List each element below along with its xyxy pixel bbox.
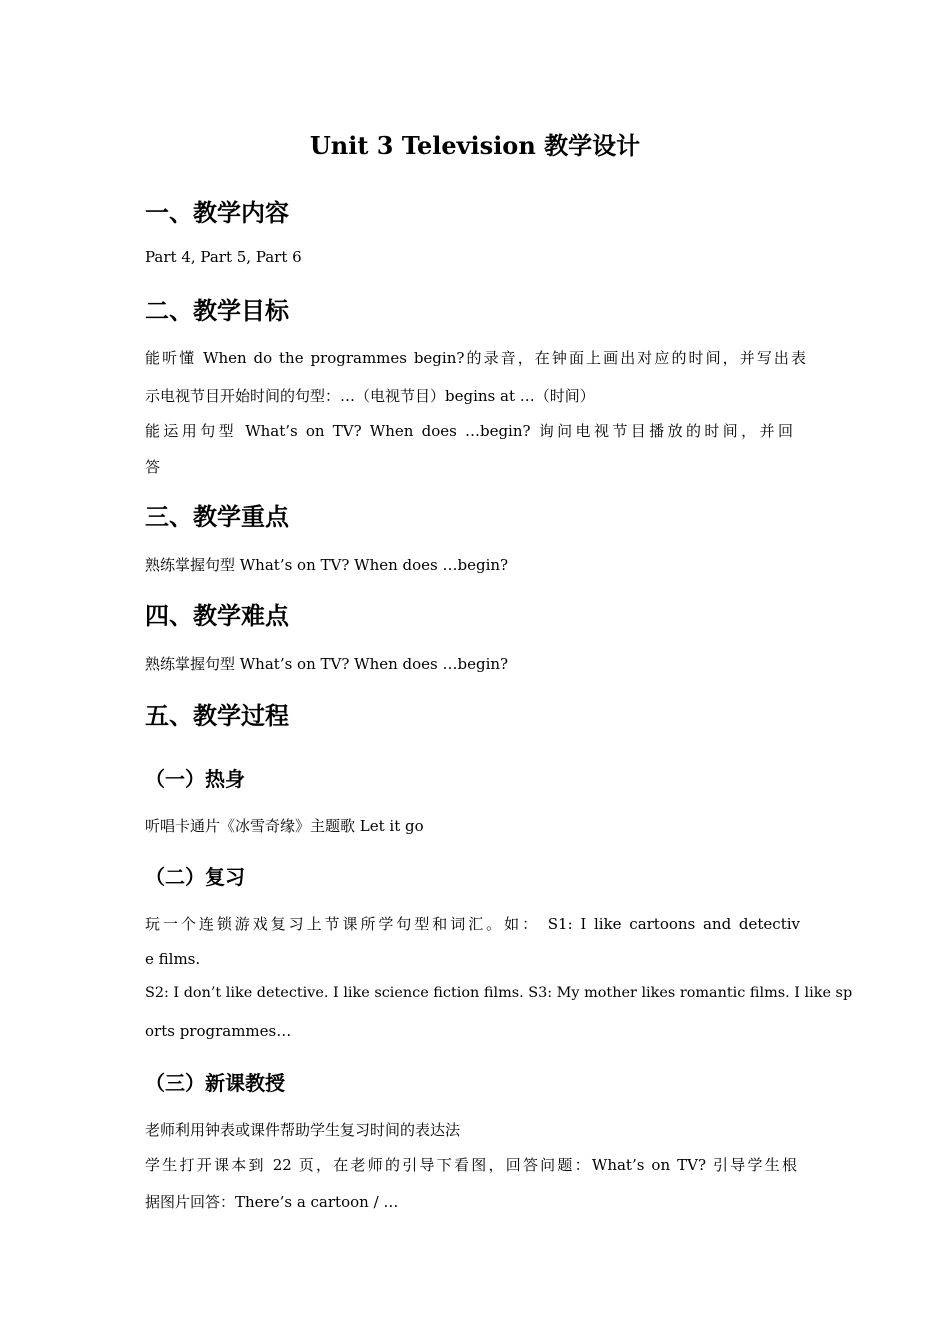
- key-points-line-1: 熟练掌握句型 What’s on TV? When does …begin?: [145, 556, 509, 574]
- difficulties-line-1: 熟练掌握句型 What’s on TV? When does …begin?: [145, 655, 509, 673]
- review-line-2: e films.: [145, 950, 201, 968]
- objectives-line-3: 能运用句型 What’s on TV? When does …begin? 询问电视节目播放的时间，并回: [145, 422, 793, 440]
- heading-teaching-objectives: 二、教学目标: [145, 296, 289, 325]
- new-lesson-line-3: 据图片回答：There’s a cartoon / …: [145, 1193, 399, 1211]
- new-lesson-line-2: 学生打开课本到 22 页，在老师的引导下看图，回答问题：What’s on TV? 引导学生根: [145, 1156, 797, 1174]
- warmup-line-1: 听唱卡通片《冰雪奇缘》主题歌 Let it go: [145, 817, 424, 835]
- document-title: Unit 3 Television 教学设计: [309, 131, 641, 160]
- objectives-line-4: 答: [145, 458, 161, 476]
- heading-teaching-process: 五、教学过程: [145, 701, 289, 730]
- review-line-1: 玩一个连锁游戏复习上节课所学句型和词汇。如： S1: I like cartoons and detectiv: [145, 915, 800, 933]
- review-line-3: S2: I don’t like detective. I like science fiction films. S3: My mother likes romantic films. I like sp: [145, 985, 853, 1001]
- heading-teaching-content: 一、教学内容: [145, 198, 289, 227]
- review-line-4: orts programmes…: [145, 1022, 292, 1040]
- heading-key-points: 三、教学重点: [145, 502, 289, 531]
- subheading-new-lesson: （三）新课教授: [145, 1071, 285, 1095]
- subheading-warmup: （一）热身: [145, 767, 245, 791]
- heading-difficulties: 四、教学难点: [145, 601, 289, 630]
- objectives-line-1: 能听懂 When do the programmes begin?的录音，在钟面上画出对应的时间，并写出表: [145, 349, 806, 367]
- subheading-review: （二）复习: [145, 865, 245, 889]
- new-lesson-line-1: 老师利用钟表或课件帮助学生复习时间的表达法: [145, 1121, 461, 1139]
- content-line-1: Part 4, Part 5, Part 6: [145, 248, 302, 266]
- objectives-line-2: 示电视节目开始时间的句型：…（电视节目）begins at …（时间）: [145, 387, 595, 405]
